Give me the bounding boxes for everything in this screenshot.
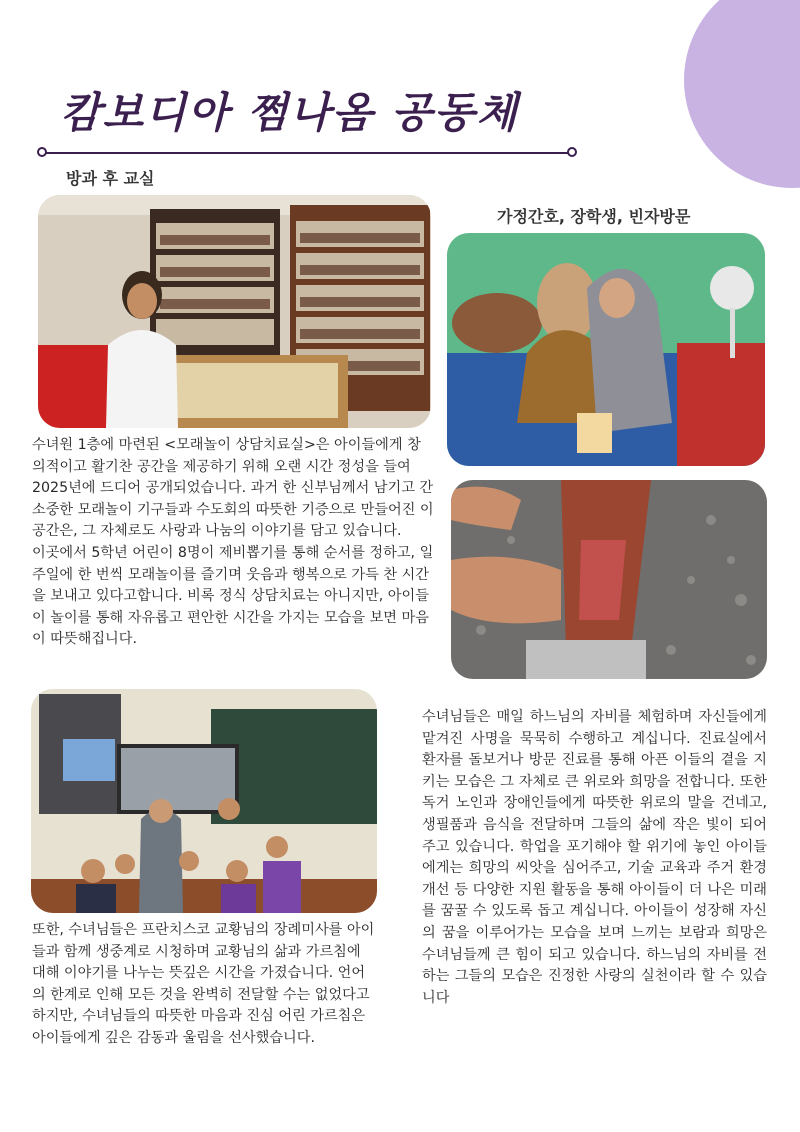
sandplay-room-photo	[38, 195, 431, 428]
funeral-mass-text: 또한, 수녀님들은 프란치스코 교황님의 장례미사를 아이들과 함께 생중계로 시청하며 교황님의 삶과 가르침에 대해 이야기를 나누는 뜻깊은 시간을 가졌습니다. 언어의 한계로 인해 모든 것을 완벽히 전달할 수는 없었다고 하지만, 수녀님들의 따뜻한 마음과 진심 어린 가르침은 아이들에게 깊은 감동과 울림을 선사했습니다.	[32, 922, 375, 1046]
section-title-home-nursing: 가정간호, 장학생, 빈자방문	[497, 207, 691, 226]
page-title: 캄보디아 쩜나옴 공동체	[60, 88, 519, 137]
title-divider	[42, 152, 572, 154]
sandplay-paragraph-2: 이곳에서 5학년 어린이 8명이 제비뽑기를 통해 순서를 정하고, 일주일에 한 번씩 모래놀이를 즐기며 웃음과 행복으로 가득 찬 시간을 보내고 있다고합니다. 비록 정식 상담치료는 아니지만, 아이들이 놀이를 통해 자유롭고 편안한 시간을 가지는 모습을 보면 마음이 따뜻해집니다.	[32, 544, 434, 648]
sandplay-paragraph-1: 수녀원 1층에 마련된 <모래놀이 상담치료실>은 아이들에게 창의적이고 활기찬 공간을 제공하기 위해 오랜 시간 정성을 들여 2025년에 드디어 공개되었습니다. 과거 한 신부님께서 남기고 간 소중한 모래놀이 기구들과 수도회의 따뜻한 기증으로 만들어진 이 공간은, 그 자체로도 사랑과 나눔의 이야기를 담고 있습니다.	[32, 437, 434, 540]
divider-right-dot	[567, 147, 577, 157]
mission-text: 수녀님들은 매일 하느님의 자비를 체험하며 자신들에게 맡겨진 사명을 묵묵히 수행하고 계십니다. 진료실에서 환자를 돌보거나 방문 진료를 통해 아픈 이들의 곁을 지키는 모습은 그 자체로 큰 위로와 희망을 전합니다. 또한 독거 노인과 장애인들에게 따뜻한 위로의 말을 건네고, 생필품과 음식을 전달하며 그들의 삶에 작은 빛이 되어 주고 있습니다. 학업을 포기해야 할 위기에 놓인 아이들에게는 희망의 씨앗을 심어주고, 기술 교육과 주거 환경 개선 등 다양한 지원 활동을 통해 아이들이 더 나은 미래를 꿈꿀 수 있도록 돕고 계십니다. 아이들이 성장해 자신의 꿈을 이루어가는 모습을 보며 느끼는 보람과 희망은 수녀님들께 큰 힘이 되고 있습니다. 하느님의 자비를 전하는 그들의 모습은 진정한 사랑의 실천이라 할 수 있습니다	[422, 709, 767, 1006]
mission-paragraph	[422, 707, 767, 1009]
divider-left-dot	[37, 147, 47, 157]
wound-care-photo	[451, 480, 767, 679]
decorative-circle	[684, 0, 800, 188]
funeral-mass-paragraph	[32, 920, 377, 1050]
section-title-after-school: 방과 후 교실	[66, 169, 155, 188]
sandplay-paragraphs	[32, 435, 434, 651]
classroom-group-photo	[31, 689, 377, 913]
home-nursing-photo	[447, 233, 765, 466]
